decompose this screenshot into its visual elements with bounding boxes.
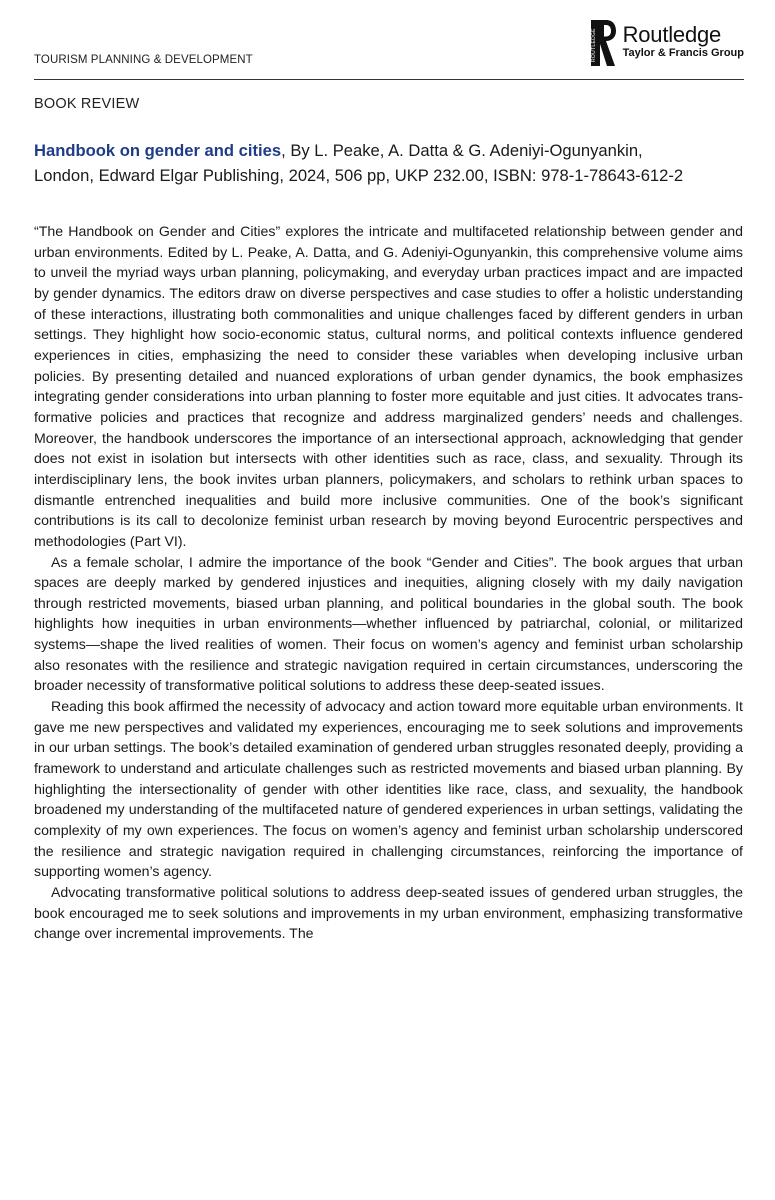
- publisher-group: Taylor & Francis Group: [622, 47, 744, 59]
- paragraph: “The Handbook on Gender and Cities” explores the intricate and multifaceted relationship between gender and urban environments. Edited by L. Peake, A. Datta, and G. Adeniyi-Ogunyankin, this comprehensive volume aims to unveil the myriad ways urban planning, policymaking, and everyday urban practices impact and are impacted by gender dynamics. The editors draw on diverse perspectives and case studies to offer a holistic understanding of these interactions, illustrating both commonalities and unique challenges faced by different genders in urban settings. They highlight how socio-economic status, cultural norms, and political contexts influence gendered experiences in cities, emphasizing the need to consider these variables when developing inclusive urban policies. By presenting detailed and nuanced explorations of urban gender dynamics, the book emphasizes integrating gender considerations into urban planning to foster more equitable and just cities. It advocates transformative policies and practices that recognize and address marginalized genders’ needs and challenges. Moreover, the handbook underscores the importance of an intersectional approach, acknowledging that gender does not exist in isolation but intersects with other identities such as race, class, and sexuality. Through its interdisciplinary lens, the book invites urban planners, policymakers, and scholars to rethink urban spaces to dismantle entrenched inequalities and build more inclusive communities. One of the book’s significant contributions is its call to decolonize feminist urban research by moving beyond Eurocentric perspectives and methodologies (Part VI).: [34, 223, 743, 549]
- publisher-brand: Routledge: [622, 22, 722, 47]
- citation-line-2: London, Edward Elgar Publishing, 2024, 506 pp, UKP 232.00, ISBN: 978-1-78643-612-2: [34, 166, 684, 185]
- journal-name: TOURISM PLANNING & DEVELOPMENT: [34, 54, 253, 66]
- paragraph: Reading this book affirmed the necessity of advocacy and action toward more equitable urban environments. It gave me new perspectives and validated my experiences, encouraging me to seek solutions and improvements in our urban settings. The book’s detailed examination of gendered urban struggles resonated deeply, providing a framework to understand and articulate challenges such as restricted movements and biased urban planning. By highlighting the intersectionality of gender with other identities like race, class, and sexuality, the handbook broadened my understanding of the multifaceted nature of gendered experiences in urban settings, validating the complexity of my own experiences. The focus on women’s agency and feminist urban scholarship underscored the resilience and strategic navigation required in challenging circumstances, reinforcing the importance of supporting women’s agency.: [34, 698, 743, 880]
- header-divider: [34, 79, 744, 80]
- logo-side-text: ROUTLEDGE: [590, 28, 597, 62]
- page-header: [34, 20, 744, 70]
- book-title: Handbook on gender and cities: [34, 141, 282, 160]
- review-body: [34, 221, 743, 944]
- citation-authors: , By L. Peake, A. Datta & G. Adeniyi-Ogunyankin,: [281, 141, 643, 160]
- routledge-r-icon: [591, 20, 617, 66]
- book-citation: [34, 138, 746, 188]
- publisher-wordmark: [623, 20, 744, 60]
- section-label: BOOK REVIEW: [34, 96, 140, 112]
- citation-line-1: [34, 138, 746, 163]
- paragraph: Advocating transformative political solutions to address deep-seated issues of gendered urban struggles, the book encouraged me to seek solutions and improvements in my urban environment, emphasizing transformative change over incremental improvements. The: [34, 884, 743, 942]
- paragraph: As a female scholar, I admire the importance of the book “Gender and Cities”. The book argues that urban spaces are deeply marked by gendered injustices and inequities, aligning closely with my daily navigation through restricted movements, biased urban planning, and political boundaries in the global south. The book highlights how inequities in urban environments—whether influenced by patriarchal, colonial, or militarized systems—shape the lived realities of women. Their focus on women’s agency and feminist urban scholarship also resonates with the resilience and strategic navigation required in certain circumstances, underscoring the broader necessity of transformative political solutions to address these deep-seated issues.: [34, 553, 743, 694]
- publisher-logo: [591, 20, 744, 68]
